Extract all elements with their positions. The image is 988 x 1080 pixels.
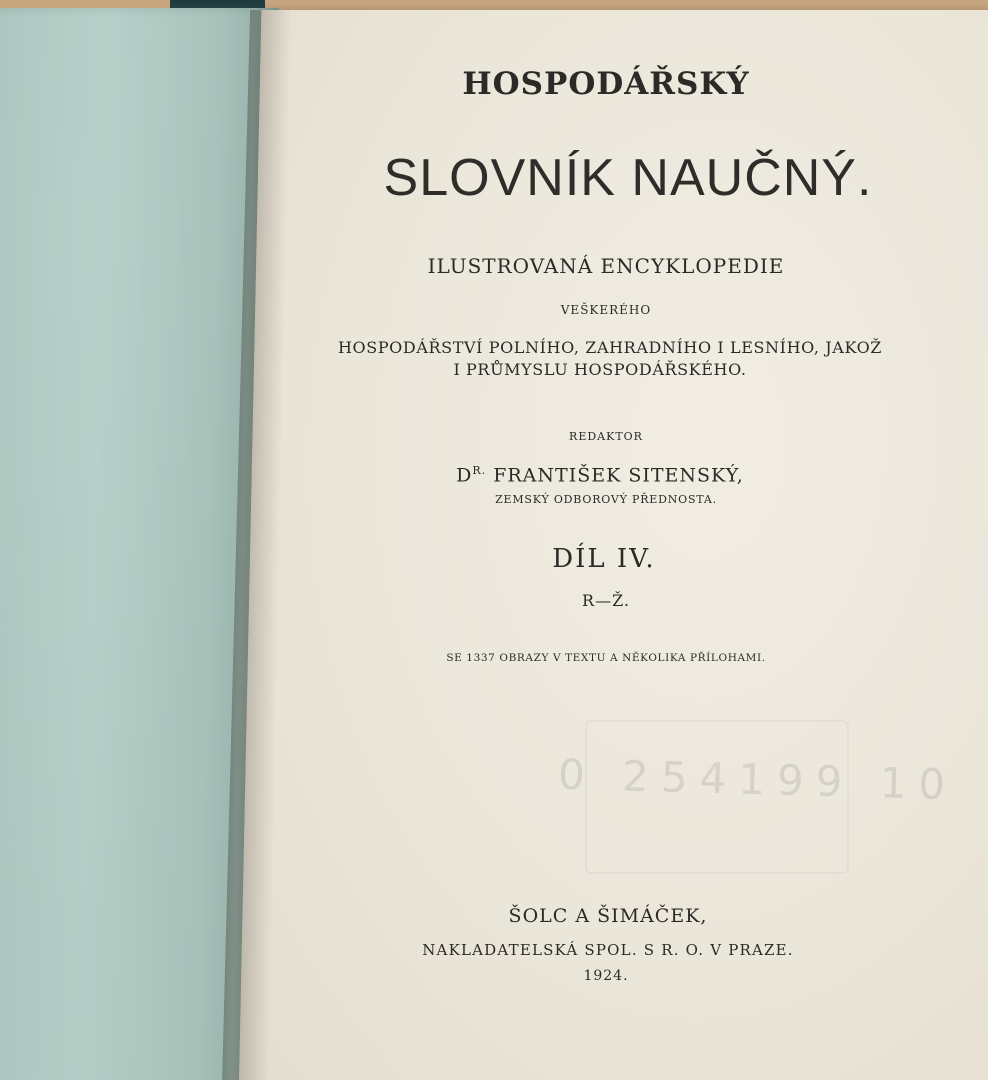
volume-label: DÍL IV. bbox=[552, 544, 656, 574]
publication-year: 1924. bbox=[583, 968, 629, 984]
scope-line-2: I PRŮMYSLU HOSPODÁŘSKÉHO. bbox=[453, 360, 747, 379]
title-page-text bbox=[250, 0, 988, 1080]
editor-name bbox=[220, 464, 980, 486]
title-line-1: HOSPODÁŘSKÝ bbox=[462, 66, 750, 102]
faded-stamp-number: 0 254199 10 bbox=[557, 749, 958, 810]
editor-role: ZEMSKÝ ODBOROVÝ PŘEDNOSTA. bbox=[495, 493, 717, 506]
editor-full-name: FRANTIŠEK SITENSKÝ, bbox=[486, 464, 744, 487]
subtitle: ILUSTROVANÁ ENCYKLOPEDIE bbox=[427, 254, 785, 278]
editor-prefix: D bbox=[456, 464, 473, 487]
volume-range: R—Ž. bbox=[582, 591, 630, 610]
title-line-2: SLOVNÍK NAUČNÝ. bbox=[383, 149, 873, 207]
subtitle-small: VEŠKERÉHO bbox=[560, 303, 652, 317]
publisher-address: NAKLADATELSKÁ SPOL. S R. O. V PRAZE. bbox=[422, 941, 794, 959]
images-note: SE 1337 OBRAZY V TEXTU A NĚKOLIKA PŘÍLOHAMI. bbox=[446, 652, 766, 664]
publisher-name: ŠOLC A ŠIMÁČEK, bbox=[508, 905, 708, 927]
editor-prefix-sup: R. bbox=[472, 464, 487, 477]
scope-line-1: HOSPODÁŘSTVÍ POLNÍHO, ZAHRADNÍHO I LESNÍHO, JAKOŽ bbox=[337, 338, 883, 357]
redaktor-label: REDAKTOR bbox=[569, 430, 643, 443]
